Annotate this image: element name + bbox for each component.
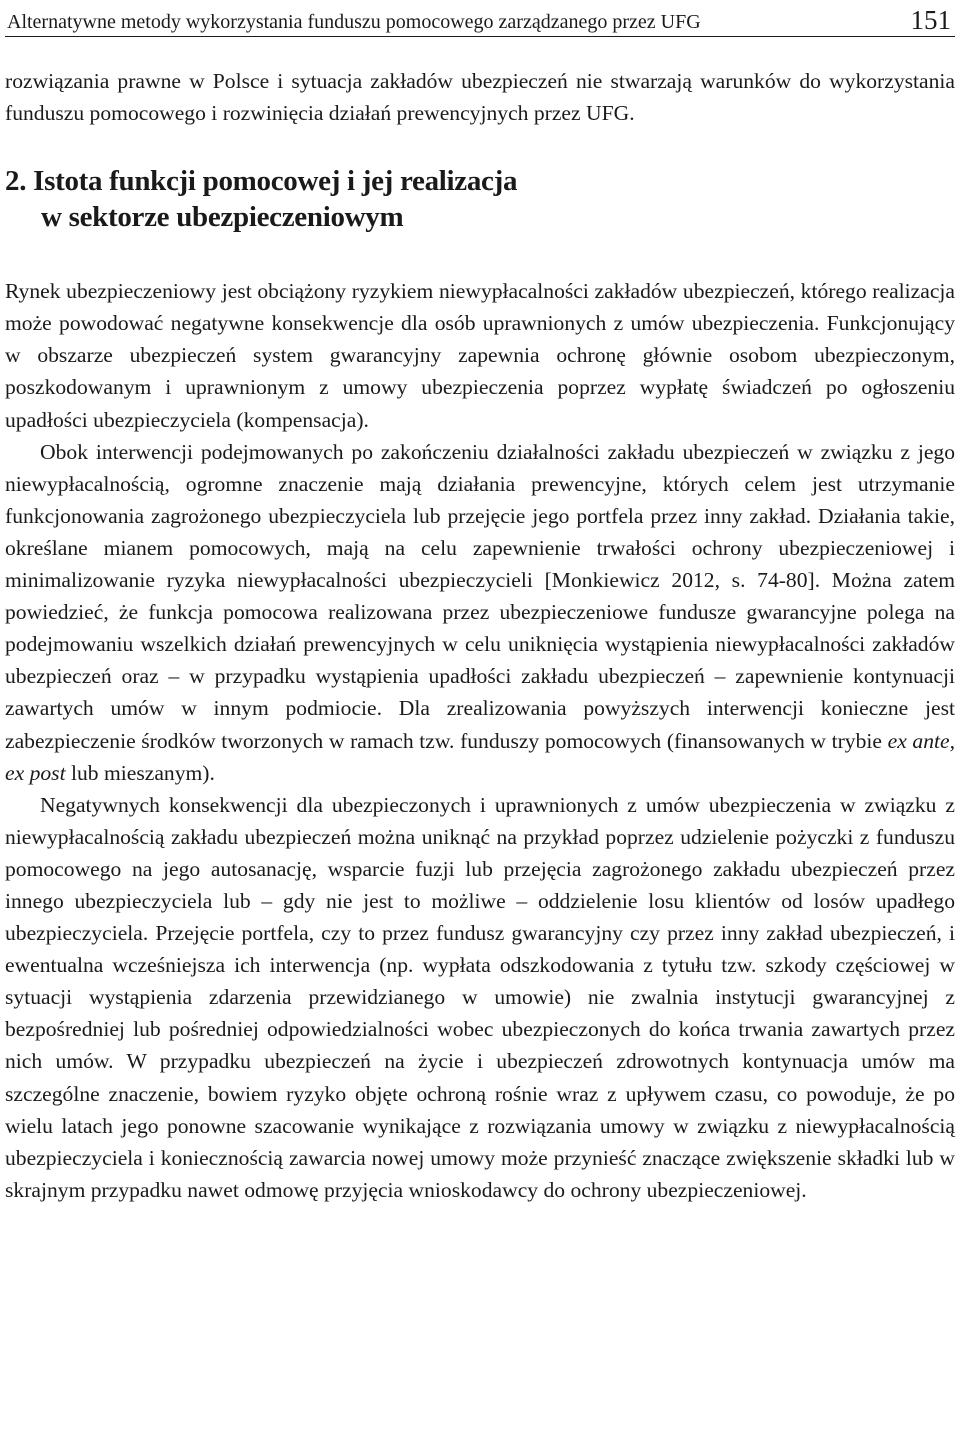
document-page	[5, 0, 955, 1206]
paragraph-2-part2: lub mieszanym).	[65, 760, 215, 785]
paragraph-2-italic: ex ante, ex post	[5, 728, 955, 785]
paragraph-2	[5, 436, 955, 789]
running-title: Alternatywne metody wykorzystania funduszu pomocowego zarządzanego przez UFG	[7, 11, 701, 33]
section-heading-line1: Istota funkcji pomocowej i jej realizacja	[33, 165, 518, 198]
paragraph-3: Negatywnych konsekwencji dla ubezpieczonych i uprawnionych z umów ubezpieczenia w związku z niewypłacalnością zakładu ubezpieczeń można uniknąć na przykład poprzez udzielenie pożyczki z funduszu pomocowego na jego autosanację, wsparcie fuzji lub przejęcia zagrożonego zakładu ubezpieczeń przez innego ubezpieczyciela lub – gdy nie jest to możliwe – oddzielenie losu klientów od losów upadłego ubezpieczyciela. Przejęcie portfela, czy to przez fundusz gwarancyjny czy przez inny zakład ubezpieczeń, i ewentualna wcześniejsza ich interwencja (np. wypłata odszkodowania z tytułu tzw. szkody częściowej w sytuacji wystąpienia zdarzenia przewidzianego w umowie) nie zwalnia instytucji gwarancyjnej z bezpośredniej lub pośredniej odpowiedzialności wobec ubezpieczonych do końca trwania zawartych przez nich umów. W przypadku ubezpieczeń na życie i ubezpieczeń zdrowotnych kontynuacja umów ma szczególne znaczenie, bowiem ryzyko objęte ochroną rośnie wraz z upływem czasu, co powoduje, że po wielu latach jego ponowne szacowanie wynikające z rozwiązania umowy w związku z niewypłacalnością ubezpieczyciela i koniecznością zawarcia nowej umowy może przynieść znaczące zwiększenie składki lub w skrajnym przypadku nawet odmowę przyjęcia wnioskodawcy do ochrony ubezpieczeniowej.	[5, 792, 955, 1202]
running-header	[5, 0, 955, 37]
paragraph-1: Rynek ubezpieczeniowy jest obciążony ryzykiem niewypłacalności zakładów ubezpieczeń, którego realizacja może powodować negatywne konsekwencje dla osób uprawnionych z umów ubezpieczenia. Funkcjonujący w obszarze ubezpieczeń system gwarancyjny zapewnia ochronę głównie osobom ubezpieczonym, poszkodowanym i uprawnionym z umowy ubezpieczenia poprzez wypłatę świadczeń po ogłoszeniu upadłości ubezpieczyciela (kompensacja).	[5, 279, 955, 432]
section-heading	[5, 163, 955, 235]
section-heading-line2: w sektorze ubezpieczeniowym	[41, 201, 404, 234]
section-number: 2.	[5, 165, 27, 198]
continuation-paragraph: rozwiązania prawne w Polsce i sytuacja zakładów ubezpieczeń nie stwarzają warunków do wykorzystania funduszu pomocowego i rozwinięcia działań prewencyjnych przez UFG.	[5, 69, 955, 126]
paragraph-2-part1: Obok interwencji podejmowanych po zakończeniu działalności zakładu ubezpieczeń w związku z jego niewypłacalnością, ogromne znaczenie mają działania prewencyjne, których celem jest utrzymanie funkcjonowania zagrożonego ubezpieczyciela lub przejęcie jego portfela przez inny zakład. Działania takie, określane mianem pomocowych, mają na celu zapewnienie trwałości ochrony ubezpieczeniowej i minimalizowanie ryzyka niewypłacalności ubezpieczycieli [Monkiewicz 2012, s. 74-80]. Można zatem powiedzieć, że funkcja pomocowa realizowana przez ubezpieczeniowe fundusze gwarancyjne polega na podejmowaniu wszelkich działań prewencyjnych w celu uniknięcia wystąpienia niewypłacalności zakładów ubezpieczeń oraz – w przypadku wystąpienia upadłości zakładu ubezpieczeń – zapewnienie kontynuacji zawartych umów w innym podmiocie. Dla zrealizowania powyższych interwencji konieczne jest zabezpieczenie środków tworzonych w ramach tzw. funduszy pomocowych (finansowanych w trybie	[5, 439, 955, 753]
page-number: 151	[910, 5, 951, 35]
